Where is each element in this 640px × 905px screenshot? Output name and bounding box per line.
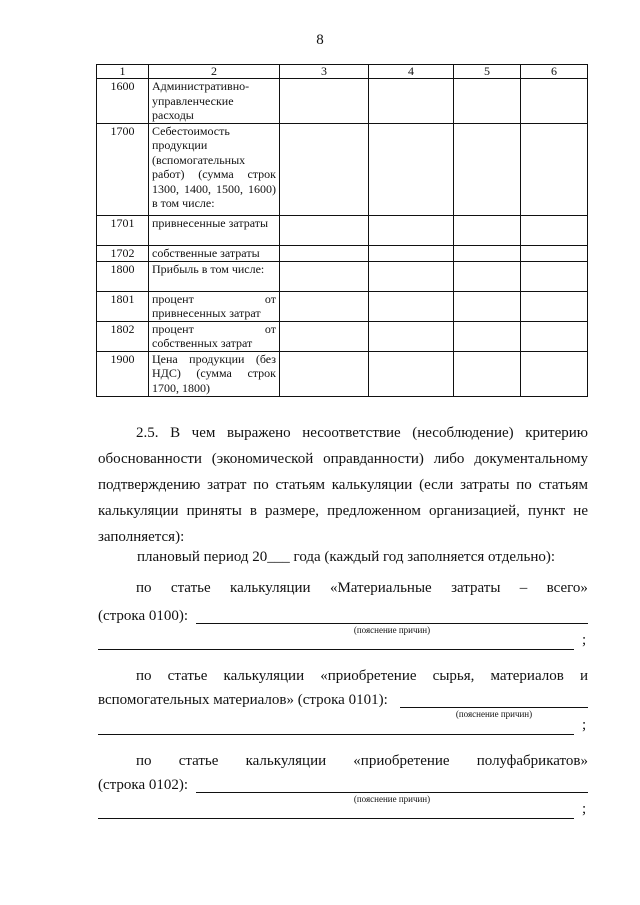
item-0102-line-label: (строка 0102): bbox=[98, 777, 189, 793]
empty-cell bbox=[454, 79, 521, 124]
empty-cell bbox=[454, 291, 521, 321]
empty-cell bbox=[521, 245, 588, 261]
explanation-field-0100-cont[interactable] bbox=[98, 649, 574, 650]
item-0100-line-label: (строка 0100): bbox=[98, 608, 189, 624]
column-header: 4 bbox=[369, 65, 454, 79]
empty-cell bbox=[280, 123, 369, 215]
empty-cell bbox=[521, 261, 588, 291]
empty-cell bbox=[369, 351, 454, 396]
semicolon: ; bbox=[582, 717, 587, 733]
empty-cell bbox=[454, 245, 521, 261]
row-label: процент от собственных затрат bbox=[149, 321, 280, 351]
empty-cell bbox=[454, 261, 521, 291]
row-label: процент от привнесенных затрат bbox=[149, 291, 280, 321]
empty-cell bbox=[454, 215, 521, 245]
empty-cell bbox=[369, 123, 454, 215]
empty-cell bbox=[280, 245, 369, 261]
word: калькуляции bbox=[245, 753, 327, 769]
word: по bbox=[136, 580, 152, 596]
word: сырья, bbox=[432, 668, 475, 684]
word: «приобретение bbox=[353, 753, 450, 769]
row-code: 1802 bbox=[97, 321, 149, 351]
empty-cell bbox=[454, 351, 521, 396]
empty-cell bbox=[521, 321, 588, 351]
empty-cell bbox=[521, 215, 588, 245]
empty-cell bbox=[454, 123, 521, 215]
empty-cell bbox=[369, 261, 454, 291]
empty-cell bbox=[369, 321, 454, 351]
column-header: 3 bbox=[280, 65, 369, 79]
explanation-field-0101-cont[interactable] bbox=[98, 734, 574, 735]
table-row bbox=[97, 79, 588, 124]
item-0101-line-label: вспомогательных материалов» (строка 0101): bbox=[98, 692, 388, 708]
empty-cell bbox=[280, 261, 369, 291]
row-code: 1702 bbox=[97, 245, 149, 261]
row-label: Прибыль в том числе: bbox=[149, 261, 280, 291]
semicolon: ; bbox=[582, 632, 587, 648]
empty-cell bbox=[280, 79, 369, 124]
row-code: 1701 bbox=[97, 215, 149, 245]
explanation-field-0102-cont[interactable] bbox=[98, 818, 574, 819]
empty-cell bbox=[521, 79, 588, 124]
word: статье bbox=[170, 580, 211, 596]
explanation-hint: (пояснение причин) bbox=[455, 709, 533, 719]
empty-cell bbox=[369, 291, 454, 321]
calculation-table bbox=[96, 64, 588, 397]
semicolon: ; bbox=[582, 801, 587, 817]
empty-cell bbox=[521, 291, 588, 321]
word: и bbox=[579, 668, 588, 684]
page-number: 8 bbox=[316, 32, 324, 48]
word: по bbox=[136, 753, 152, 769]
row-label: Административно-управленческие расходы bbox=[149, 79, 280, 124]
word: по bbox=[136, 668, 152, 684]
word: – bbox=[519, 580, 528, 596]
word: «приобретение bbox=[320, 668, 417, 684]
row-code: 1800 bbox=[97, 261, 149, 291]
row-label: собственные затраты bbox=[149, 245, 280, 261]
table-row bbox=[97, 321, 588, 351]
empty-cell bbox=[521, 123, 588, 215]
item-0100-heading bbox=[98, 580, 588, 597]
explanation-hint: (пояснение причин) bbox=[353, 625, 431, 635]
section-2-5-paragraph: 2.5. В чем выражено несоответствие (несоблюдение) критерию обоснованности (экономической оправданности) либо документальному подтверждению затрат по статьям калькуляции (если затраты по статьям калькуляции приняты в размере, предложенном организацией, пункт не заполняется): bbox=[98, 425, 588, 545]
column-header: 2 bbox=[149, 65, 280, 79]
table-row bbox=[97, 215, 588, 245]
explanation-field-0102[interactable] bbox=[196, 792, 588, 793]
empty-cell bbox=[521, 351, 588, 396]
table-row bbox=[97, 123, 588, 215]
explanation-hint: (пояснение причин) bbox=[353, 794, 431, 804]
empty-cell bbox=[369, 215, 454, 245]
word: полуфабрикатов» bbox=[476, 753, 588, 769]
word: материалов bbox=[490, 668, 564, 684]
word: калькуляции bbox=[230, 580, 311, 596]
empty-cell bbox=[454, 321, 521, 351]
table-row bbox=[97, 245, 588, 261]
table-row bbox=[97, 261, 588, 291]
item-0101-heading bbox=[98, 668, 588, 685]
empty-cell bbox=[280, 215, 369, 245]
row-code: 1600 bbox=[97, 79, 149, 124]
empty-cell bbox=[280, 321, 369, 351]
row-label: привнесенные затраты bbox=[149, 215, 280, 245]
planned-period-line: плановый период 20___ года (каждый год заполняется отдельно): bbox=[137, 549, 556, 565]
row-code: 1801 bbox=[97, 291, 149, 321]
row-label: Себестоимость продукции (вспомогательных работ) (сумма строк 1300, 1400, 1500, 1600) в том числе: bbox=[149, 123, 280, 215]
item-0102-heading bbox=[98, 753, 588, 770]
column-header: 6 bbox=[521, 65, 588, 79]
row-code: 1700 bbox=[97, 123, 149, 215]
column-header: 1 bbox=[97, 65, 149, 79]
word: затраты bbox=[451, 580, 501, 596]
table-header-row bbox=[97, 65, 588, 79]
row-code: 1900 bbox=[97, 351, 149, 396]
empty-cell bbox=[369, 79, 454, 124]
word: статье bbox=[178, 753, 219, 769]
word: калькуляции bbox=[223, 668, 305, 684]
empty-cell bbox=[280, 291, 369, 321]
empty-cell bbox=[369, 245, 454, 261]
table-row bbox=[97, 291, 588, 321]
word: всего» bbox=[546, 580, 588, 596]
word: «Материальные bbox=[329, 580, 432, 596]
table-row bbox=[97, 351, 588, 396]
word: статье bbox=[167, 668, 208, 684]
row-label: Цена продукции (без НДС) (сумма строк 1700, 1800) bbox=[149, 351, 280, 396]
empty-cell bbox=[280, 351, 369, 396]
column-header: 5 bbox=[454, 65, 521, 79]
explanation-field-0100[interactable] bbox=[196, 623, 588, 624]
explanation-field-0101[interactable] bbox=[400, 707, 588, 708]
